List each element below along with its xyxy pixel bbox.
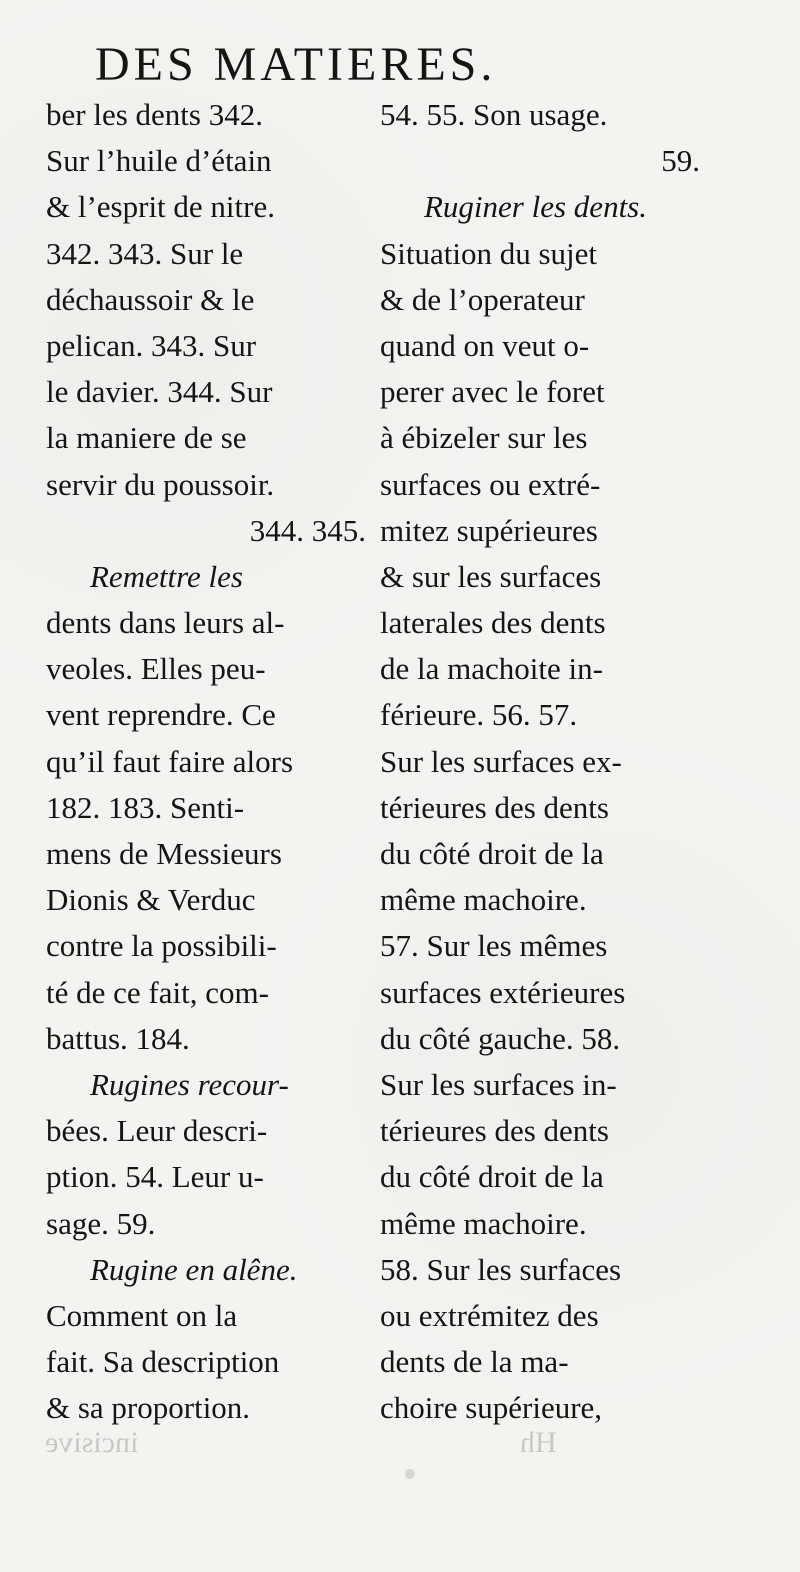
left-line-28: fait. Sa description (46, 1344, 280, 1380)
right-line-5: & de l’operateur (380, 281, 585, 317)
left-line-13: veoles. Elles peu- (46, 651, 266, 687)
right-line-12: laterales des dents (380, 605, 606, 641)
right-line-8: à ébizeler sur les (380, 420, 588, 456)
right-line-26: 58. Sur les surfaces (380, 1251, 622, 1287)
right-line-13: de la machoite in- (380, 651, 603, 687)
left-line-12: dents dans leurs al- (46, 605, 285, 641)
right-index-column (380, 92, 700, 1452)
right-line-10: mitez supérieures (380, 512, 598, 548)
left-line-23: bées. Leur descri- (46, 1113, 268, 1149)
right-line-15: Sur les surfaces ex- (380, 743, 622, 779)
left-line-14: vent reprendre. Ce (46, 697, 276, 733)
left-line-1: ber les dents 342. (46, 97, 263, 132)
page-header: DES MATIERES. (95, 38, 497, 91)
left-line-18: Dionis & Verduc (46, 882, 256, 918)
left-line-22: Rugines recour- (90, 1066, 289, 1102)
right-line-3: Ruginer les dents. (424, 189, 647, 225)
left-line-27: Comment on la (46, 1297, 238, 1333)
mirrored-bleedthrough-left: incisive (45, 1426, 139, 1459)
mirrored-bleedthrough-right: Hh (520, 1426, 557, 1459)
left-line-19: contre la possibili- (46, 928, 277, 964)
left-line-17: mens de Messieurs (46, 836, 282, 871)
right-line-11: & sur les surfaces (380, 558, 602, 594)
right-line-9: surfaces ou extré- (380, 466, 601, 502)
left-line-5: déchaussoir & le (46, 281, 255, 317)
right-line-23: térieures des dents (380, 1113, 609, 1149)
right-line-27: ou extrémitez des (380, 1297, 599, 1333)
right-line-4: Situation du sujet (380, 235, 597, 271)
left-line-24: ption. 54. Leur u- (46, 1159, 264, 1195)
left-line-4: 342. 343. Sur le (46, 235, 244, 271)
right-line-19: 57. Sur les mêmes (380, 928, 608, 964)
left-line-20: té de ce fait, com- (46, 974, 269, 1010)
right-line-1: 54. 55. Son usage. (380, 97, 608, 132)
left-line-29: & sa proportion. (46, 1390, 251, 1426)
left-line-8: la maniere de se (46, 420, 247, 456)
right-line-7: perer avec le foret (380, 374, 605, 410)
right-line-22: Sur les surfaces in- (380, 1066, 617, 1102)
right-line-17: du côté droit de la (380, 836, 604, 871)
left-line-10: 344. 345. (249, 512, 366, 548)
left-line-9: servir du poussoir. (46, 466, 275, 502)
left-line-26: Rugine en alêne. (90, 1251, 298, 1287)
right-line-28: dents de la ma- (380, 1344, 569, 1380)
left-line-15: qu’il faut faire alors (46, 743, 294, 779)
left-line-2: Sur l’huile d’étain (46, 143, 272, 179)
right-line-6: quand on veut o- (380, 327, 590, 363)
left-line-3: & l’esprit de nitre. (46, 189, 275, 225)
right-line-20: surfaces extérieures (380, 974, 626, 1010)
right-line-25: même machoire. (380, 1205, 587, 1241)
right-line-16: térieures des dents (380, 789, 609, 825)
left-line-7: le davier. 344. Sur (46, 374, 273, 410)
left-index-column (46, 92, 366, 1452)
right-line-24: du côté droit de la (380, 1159, 604, 1195)
right-line-21: du côté gauche. 58. (380, 1020, 621, 1056)
right-line-14: férieure. 56. 57. (380, 697, 578, 733)
left-line-21: battus. 184. (46, 1020, 190, 1056)
left-line-6: pelican. 343. Sur (46, 327, 257, 363)
right-line-2: 59. (661, 143, 700, 179)
left-line-16: 182. 183. Senti- (46, 789, 245, 825)
page-spot (405, 1469, 415, 1479)
right-line-18: même machoire. (380, 882, 587, 918)
left-line-11: Remettre les (90, 558, 243, 594)
left-line-25: sage. 59. (46, 1205, 156, 1241)
right-line-29: choire supérieure, (380, 1390, 603, 1426)
